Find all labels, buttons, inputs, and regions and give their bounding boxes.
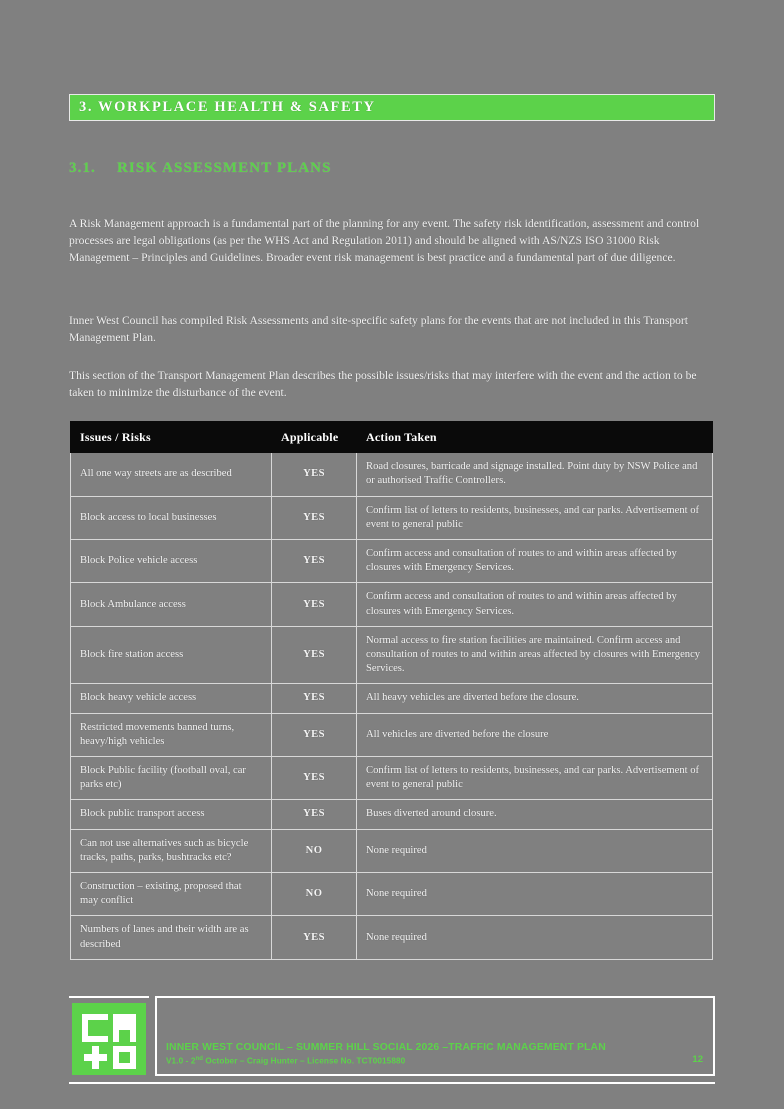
footer-bottom-rule [69, 1082, 715, 1084]
table-row [71, 684, 713, 713]
cell-issue: Block access to local businesses [71, 496, 272, 539]
table-row [71, 496, 713, 539]
cell-action: Confirm list of letters to residents, businesses, and car parks. Advertisement of event to general public [357, 496, 713, 539]
cell-applicable: YES [272, 713, 357, 756]
cell-issue: Block fire station access [71, 626, 272, 684]
page-footer [69, 996, 715, 1076]
cta-qr-logo-icon [72, 1003, 146, 1075]
cell-action: None required [357, 873, 713, 916]
footer-logo-cell [69, 996, 149, 1076]
footer-text-cell [155, 996, 715, 1076]
footer-version-suffix: October – Craig Hunter – License No. TCT0015880 [203, 1056, 406, 1066]
cell-issue: All one way streets are as described [71, 453, 272, 496]
column-header-issues: Issues / Risks [71, 422, 272, 453]
cell-action: Normal access to fire station facilities are maintained. Confirm access and consultation of routes to and within areas affected by closures with Emergency Services. [357, 626, 713, 684]
paragraph-council-assessments: Inner West Council has compiled Risk Assessments and site-specific safety plans for the events that are not included in this Transport Management Plan. [69, 313, 689, 344]
cell-applicable: YES [272, 626, 357, 684]
cell-action: All vehicles are diverted before the closure [357, 713, 713, 756]
cell-applicable: YES [272, 583, 357, 626]
cell-applicable: YES [272, 757, 357, 800]
cell-applicable: NO [272, 873, 357, 916]
cell-issue: Restricted movements banned turns, heavy/high vehicles [71, 713, 272, 756]
table-row [71, 453, 713, 496]
subsection-title: RISK ASSESSMENT PLANS [117, 160, 332, 176]
cell-action: Confirm access and consultation of routes to and within areas affected by closures with Emergency Services. [357, 540, 713, 583]
table-row [71, 626, 713, 684]
cell-action: Confirm list of letters to residents, businesses, and car parks. Advertisement of event to general public [357, 757, 713, 800]
table-row [71, 540, 713, 583]
cell-action: None required [357, 916, 713, 959]
table-header-row [71, 422, 713, 453]
cell-issue: Block Police vehicle access [71, 540, 272, 583]
risk-table-body [71, 453, 713, 960]
cell-action: All heavy vehicles are diverted before the closure. [357, 684, 713, 713]
cell-applicable: YES [272, 916, 357, 959]
table-row [71, 916, 713, 959]
cell-applicable: YES [272, 496, 357, 539]
cell-issue: Can not use alternatives such as bicycle tracks, paths, parks, bushtracks etc? [71, 829, 272, 872]
paragraph-section-scope: This section of the Transport Management Plan describes the possible issues/risks that may interfere with the event and the action to be taken to minimize the disturbance of the event. [69, 368, 697, 399]
cell-action: None required [357, 829, 713, 872]
cell-issue: Block public transport access [71, 800, 272, 829]
footer-version-prefix: V1.0 - 2 [166, 1056, 196, 1066]
table-row [71, 829, 713, 872]
cell-applicable: YES [272, 800, 357, 829]
cell-action: Buses diverted around closure. [357, 800, 713, 829]
cell-issue: Construction – existing, proposed that may conflict [71, 873, 272, 916]
risk-assessment-table [70, 421, 713, 960]
subsection-number: 3.1. [69, 160, 96, 176]
table-row [71, 757, 713, 800]
table-row [71, 583, 713, 626]
column-header-action: Action Taken [357, 422, 713, 453]
cell-issue: Block heavy vehicle access [71, 684, 272, 713]
paragraph-risk-management: A Risk Management approach is a fundamental part of the planning for any event. The safety risk identification, assessment and control processes are legal obligations (as per the WHS Act and Regulation 2011) and should be aligned with AS/NZS ISO 31000 Risk Management – Principles and Guidelines. Broader event risk management is best practice and a fundamental part of due diligence. [69, 216, 700, 264]
footer-version-line [166, 1056, 405, 1066]
footer-version-ordinal: nd [195, 1056, 204, 1062]
cell-action: Confirm access and consultation of routes to and within areas affected by closures with Emergency Services. [357, 583, 713, 626]
footer-document-title: INNER WEST COUNCIL – SUMMER HILL SOCIAL 2026 –TRAFFIC MANAGEMENT PLAN [166, 1042, 606, 1053]
cell-issue: Block Public facility (football oval, car parks etc) [71, 757, 272, 800]
cell-action: Road closures, barricade and signage installed. Point duty by NSW Police and or authorised Traffic Controllers. [357, 453, 713, 496]
column-header-applicable: Applicable [272, 422, 357, 453]
cell-applicable: NO [272, 829, 357, 872]
table-row [71, 713, 713, 756]
cell-issue: Numbers of lanes and their width are as described [71, 916, 272, 959]
footer-page-number: 12 [692, 1054, 703, 1065]
section-heading-text: 3. WORKPLACE HEALTH & SAFETY [79, 99, 376, 115]
cell-issue: Block Ambulance access [71, 583, 272, 626]
cell-applicable: YES [272, 684, 357, 713]
cell-applicable: YES [272, 540, 357, 583]
table-row [71, 800, 713, 829]
table-row [71, 873, 713, 916]
cell-applicable: YES [272, 453, 357, 496]
